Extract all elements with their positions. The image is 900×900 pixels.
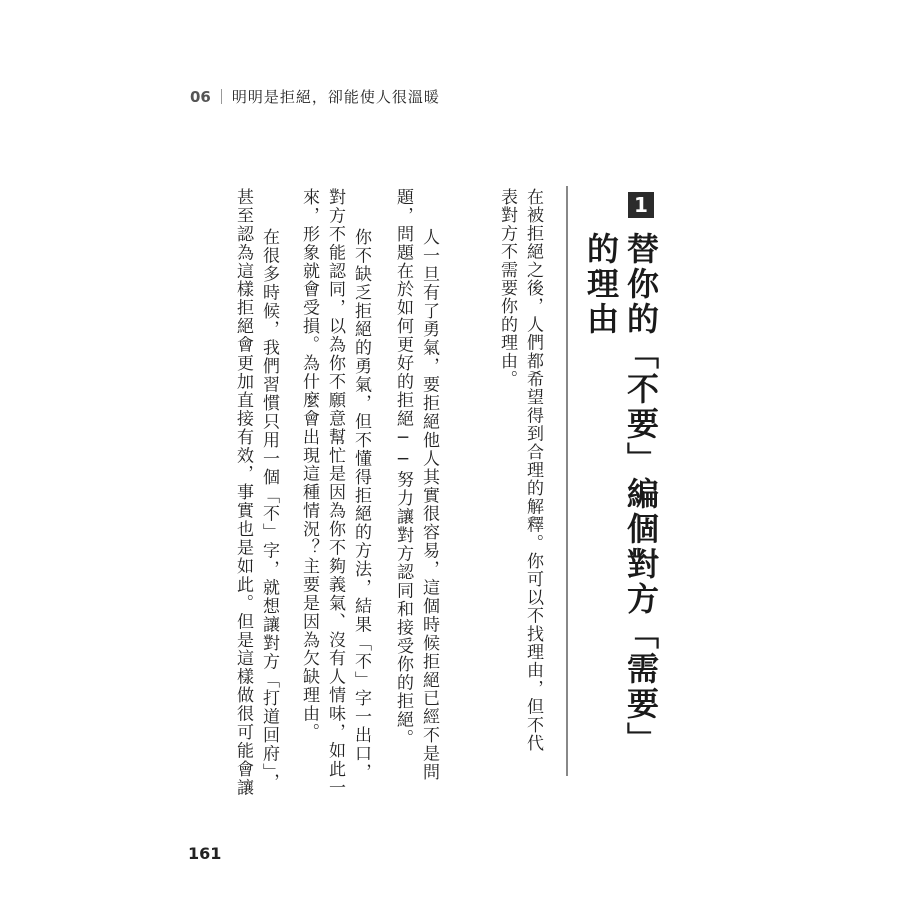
body-line-4: 對方不能認同，以為你不願意幫忙是因為你不夠義氣、沒有人情味，如此一 <box>325 188 345 797</box>
section-title-line-2: 的理由 <box>582 232 620 337</box>
header-divider <box>221 89 222 104</box>
page-number: 161 <box>188 844 222 863</box>
chapter-title: 明明是拒絕，卻能使人很溫暖 <box>231 88 440 106</box>
body-line-7: 甚至認為這樣拒絕會更加直接有效，事實也是如此。但是這樣做很可能會讓 <box>233 188 253 797</box>
intro-line-1: 在被拒絕之後，人們都希望得到合理的解釋。你可以不找理由，但不代 <box>523 188 543 753</box>
body-line-1: 人一旦有了勇氣，要拒絕他人其實很容易，這個時候拒絕已經不是問 <box>419 228 439 782</box>
running-header <box>190 86 440 107</box>
section-number-badge: 1 <box>628 192 654 218</box>
intro-line-2: 表對方不需要你的理由。 <box>497 188 517 389</box>
body-line-5: 來，形象就會受損。為什麼會出現這種情況？主要是因為欠缺理由。 <box>299 188 319 742</box>
body-line-3: 你不缺乏拒絕的勇氣，但不懂得拒絕的方法，結果「不」字一出口， <box>351 228 371 782</box>
body-line-6: 在很多時候，我們習慣只用一個「不」字，就想讓對方「打道回府」， <box>259 228 279 792</box>
body-line-2: 題，問題在於如何更好的拒絕──努力讓對方認同和接受你的拒絕。 <box>393 188 413 748</box>
section-title-line-1: 替你的「不要」編個對方「需要」 <box>622 232 660 757</box>
intro-divider-rule <box>566 186 568 776</box>
chapter-number: 06 <box>190 87 211 106</box>
